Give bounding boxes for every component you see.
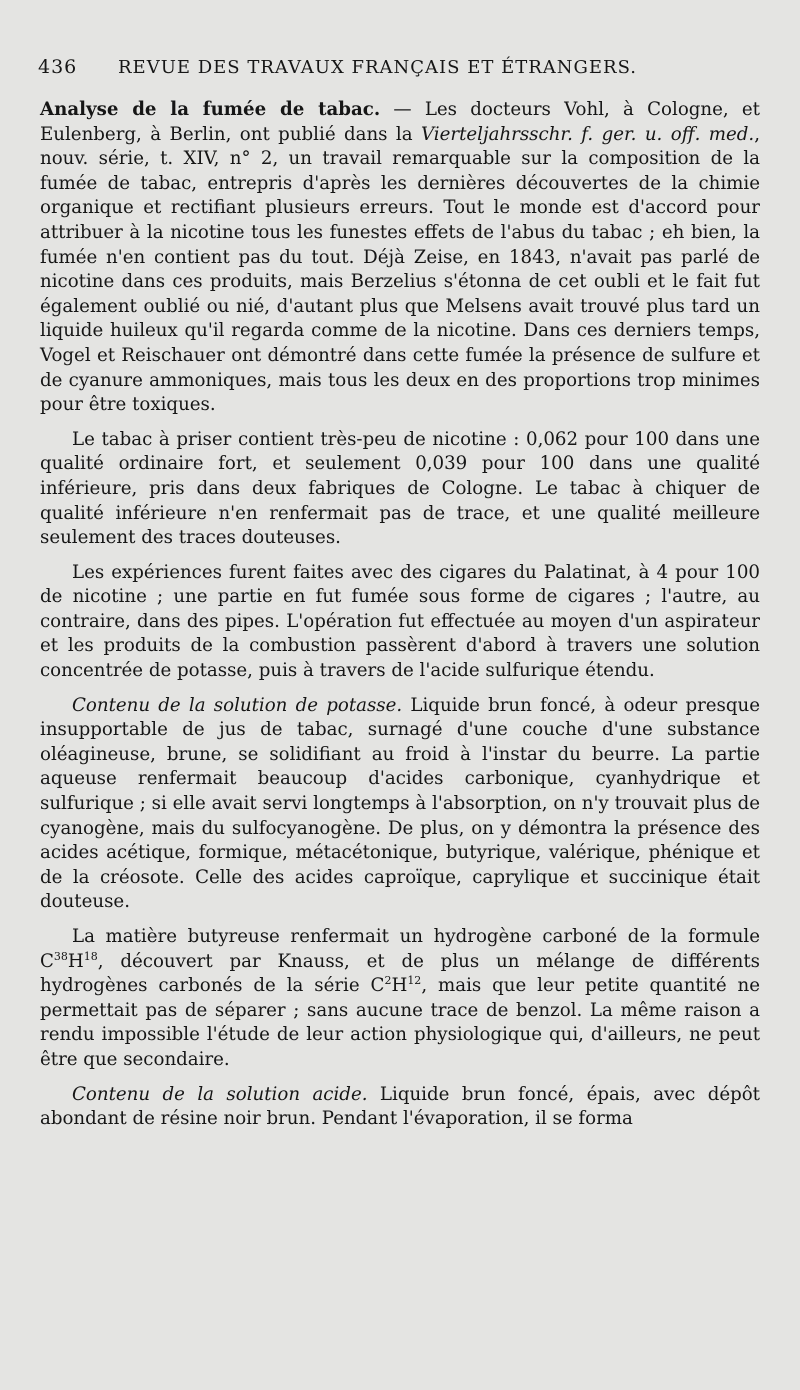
article-heading: Analyse de la fumée de tabac. — [40, 99, 381, 120]
section-heading-potasse: Contenu de la solution de potasse. — [72, 694, 403, 716]
paragraph-5-text-end: , mais que leur petite quantité ne permettait pas de séparer ; sans aucune trace de benzol. La même raison a rendu impossible l'étude de leur action physiologique qui, d'ailleurs, ne peut être que secondaire. — [40, 975, 760, 1070]
section-heading-acide: Contenu de la solution acide. — [72, 1083, 368, 1105]
paragraph-6 — [40, 1083, 760, 1132]
running-title: REVUE DES TRAVAUX FRANÇAIS ET ÉTRANGERS. — [118, 57, 638, 78]
paragraph-5-text: La matière butyreuse renfermait un hydrogène carboné de la formule C — [40, 926, 760, 972]
running-header — [38, 56, 760, 78]
formula-symbol: H — [67, 950, 84, 972]
paragraph-5 — [40, 925, 760, 1073]
formula-superscript: 2 — [384, 974, 392, 988]
formula-superscript: 18 — [83, 949, 98, 963]
paragraph-5-text-cont: , découvert par Knauss, et de plus un mélange de différents hydrogènes carbonés de la série C — [40, 950, 760, 997]
paragraph-1-text-cont: , nouv. série, t. XIV, n° 2, un travail remarquable sur la composition de la fumée de tabac, entrepris d'après les dernières découvertes de la chimie organique et rectifiant plusieurs erreurs. Tout le monde est d'accord pour attribuer à la nicotine tous les funestes effets de l'abus du tabac ; eh bien, la fumée n'en contient pas du tout. Déjà Zeise, en 1843, n'avait pas parlé de nicotine dans ces produits, mais Berzelius s'étonna de cet oubli et le fait fut également oublié ou nié, d'autant plus que Melsens avait trouvé plus tard un liquide huileux qu'il regarda comme de la nicotine. Dans ces derniers temps, Vogel et Reischauer ont démontré dans cette fumée la présence de sulfure et de cyanure ammoniques, mais tous les deux en des proportions trop minimes pour être toxiques. — [40, 123, 760, 416]
journal-citation: Vierteljahrsschr. f. ger. u. off. med. — [420, 123, 755, 145]
article-body — [40, 98, 760, 1132]
paragraph-6-text: Liquide brun foncé, épais, avec dépôt abondant de résine noir brun. Pendant l'évaporation, il se forma — [40, 1083, 760, 1130]
paragraph-4-text: Liquide brun foncé, à odeur presque insupportable de jus de tabac, surnagé d'une couche d'une substance oléagineuse, brune, se solidifiant au froid à l'instar du beurre. La partie aqueuse renfermait beaucoup d'acides carbonique, cyanhydrique et sulfurique ; si elle avait servi longtemps à l'absorption, on n'y trouvait plus de cyanogène, mais du sulfocyanogène. De plus, on y démontra la présence des acides acétique, formique, métacétonique, butyrique, valérique, phénique et de la créosote. Celle des acides caproïque, caprylique et succinique était douteuse. — [40, 694, 760, 913]
paragraph-3: Les expériences furent faites avec des cigares du Palatinat, à 4 pour 100 de nicotine ; une partie en fut fumée sous forme de cigares ; l'autre, au contraire, dans des pipes. L'opération fut effectuée au moyen d'un aspirateur et les produits de la combustion passèrent d'abord à travers une solution concentrée de potasse, puis à travers de l'acide sulfurique étendu. — [40, 561, 760, 682]
paragraph-1-text: — Les docteurs Vohl, à Cologne, et Eulenberg, à Berlin, ont publié dans la — [40, 99, 760, 145]
formula-superscript: 12 — [407, 974, 422, 988]
formula-superscript: 38 — [53, 949, 68, 963]
paragraph-2: Le tabac à priser contient très-peu de nicotine : 0,062 pour 100 dans une qualité ordinaire fort, et seulement 0,039 pour 100 dans une qualité inférieure, pris dans deux fabriques de Cologne. Le tabac à chiquer de qualité inférieure n'en renfermait pas de trace, et une qualité meilleure seulement des traces douteuses. — [40, 428, 760, 549]
paragraph-1 — [40, 98, 760, 418]
paragraph-4 — [40, 694, 760, 915]
formula-symbol: H — [391, 975, 408, 997]
page-number: 436 — [38, 56, 78, 78]
